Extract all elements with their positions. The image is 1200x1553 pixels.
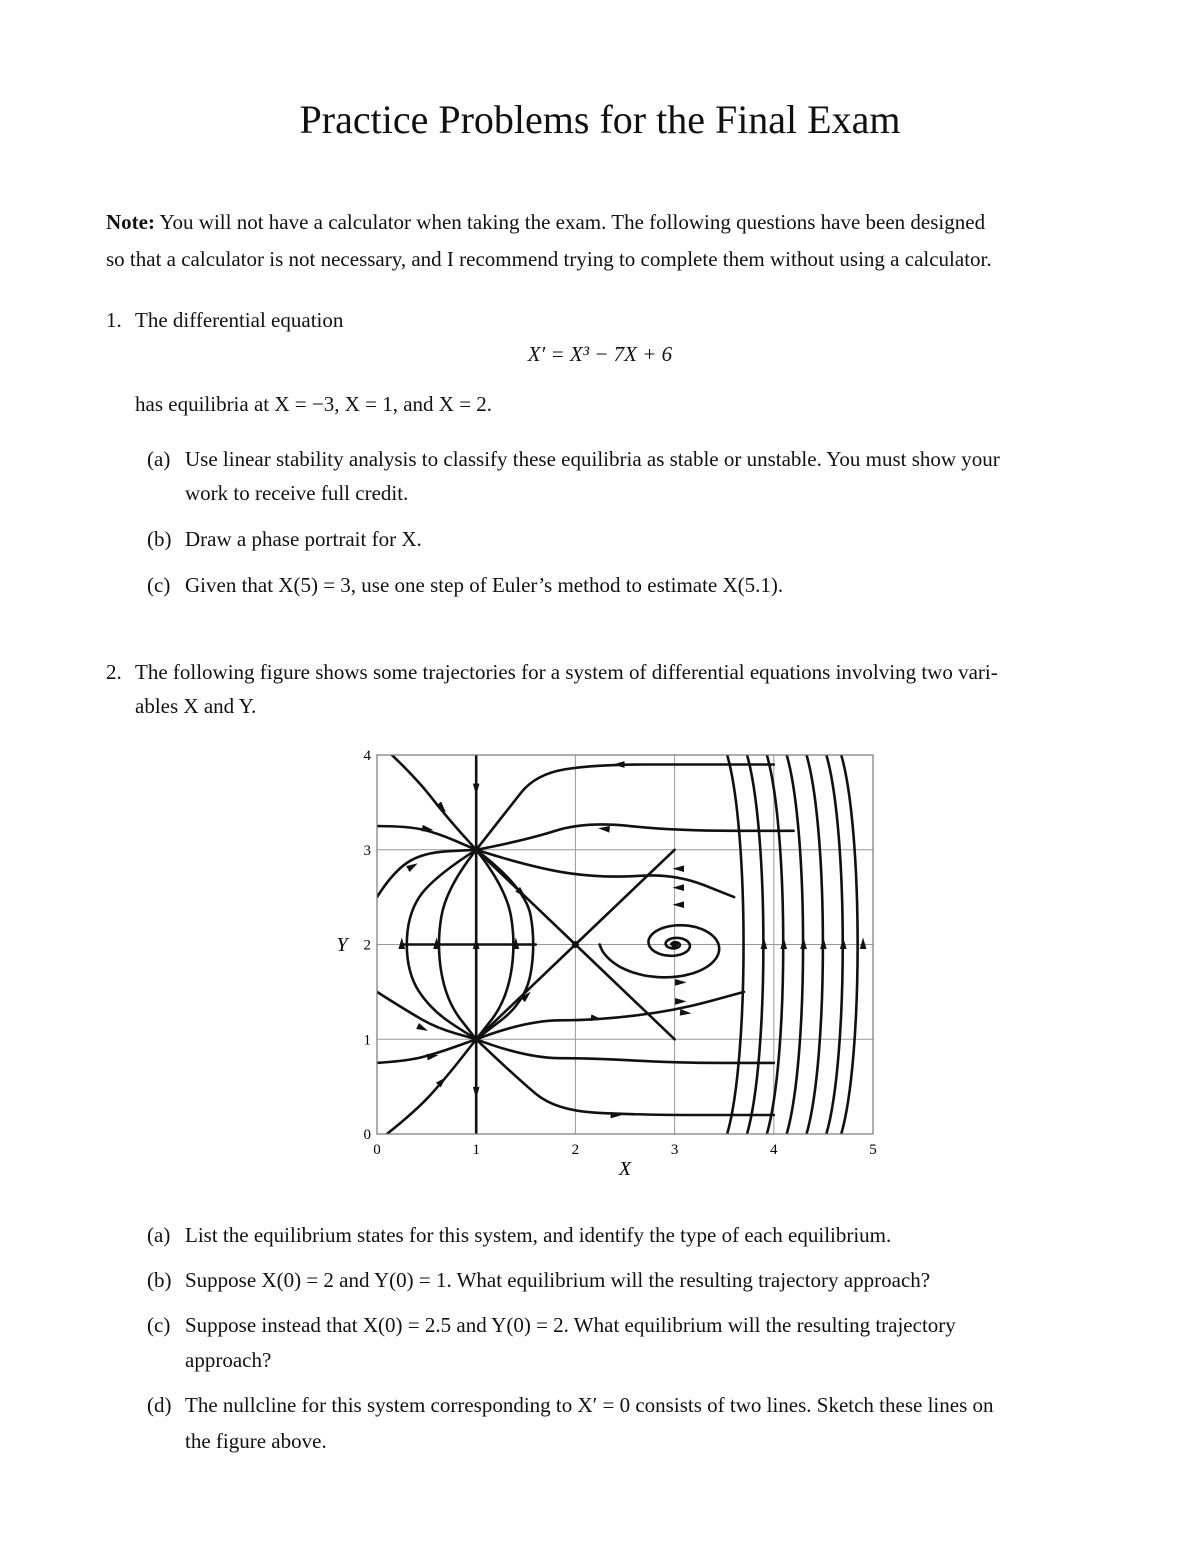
q2-text-2: ables X and Y. (135, 694, 257, 718)
y-tick-label: 2 (363, 937, 371, 954)
trajectory-arrow (680, 1009, 692, 1016)
q2d-label: (d) (147, 1393, 172, 1417)
trajectory-line (377, 850, 476, 897)
trajectory-arrow (427, 1054, 439, 1061)
trajectory-arrow (820, 938, 827, 949)
q1a-text-1: Use linear stability analysis to classify these equilibria as stable or unstable. You must show your (185, 447, 1000, 471)
q1c-text: Given that X(5) = 3, use one step of Euler’s method to estimate X(5.1). (185, 573, 784, 597)
x-tick-label: 3 (670, 1142, 679, 1158)
x-tick-label: 4 (770, 1142, 778, 1158)
note-label: Note: (106, 210, 155, 234)
spiral-trajectory (600, 925, 720, 977)
trajectory-line (476, 1039, 774, 1063)
trajectory-arrow (780, 938, 787, 949)
y-tick-label: 3 (363, 842, 371, 859)
q2b-label: (b) (147, 1268, 172, 1292)
q2d-text-1: The nullcline for this system corresponding to X′ = 0 consists of two lines. Sketch these lines on (185, 1393, 994, 1417)
trajectory-arrow (422, 825, 434, 832)
q2-text-1: The following figure shows some trajectories for a system of differential equations involving two vari- (135, 660, 998, 684)
x-tick-label: 0 (373, 1142, 381, 1158)
trajectory-line (476, 850, 734, 897)
page-title: Practice Problems for the Final Exam (299, 97, 901, 142)
q2c-text-1: Suppose instead that X(0) = 2.5 and Y(0) = 2. What equilibrium will the resulting trajectory (185, 1313, 956, 1337)
trajectory-arrow (675, 979, 686, 986)
trajectory-arrow (613, 761, 624, 768)
q2c-text-2: approach? (185, 1348, 272, 1372)
trajectory-arrow (416, 1023, 428, 1031)
q2b-text: Suppose X(0) = 2 and Y(0) = 1. What equilibrium will the resulting trajectory approach? (185, 1268, 931, 1292)
x-tick-label: 1 (472, 1142, 480, 1158)
q1a-text-2: work to receive full credit. (185, 481, 409, 505)
trajectory-line (476, 992, 744, 1039)
q1-number: 1. (106, 308, 122, 332)
trajectory-arrow (860, 938, 867, 949)
trajectory-arrow (598, 826, 610, 833)
y-tick-label: 0 (363, 1127, 371, 1143)
q2c-label: (c) (147, 1313, 171, 1337)
trajectory-line (377, 992, 476, 1039)
equilibrium-point (473, 846, 480, 853)
q1-equilibria: has equilibria at X = −3, X = 1, and X = 2. (135, 392, 493, 416)
q1-equation: X′ = X³ − 7X + 6 (527, 342, 673, 366)
q2d-text-2: the figure above. (185, 1429, 327, 1453)
trajectory-arrow (473, 784, 480, 795)
note-line-2: so that a calculator is not necessary, and I recommend trying to complete them without using a calculator. (106, 247, 992, 271)
trajectory-arrow (473, 1087, 480, 1098)
trajectory-line (476, 824, 793, 849)
equilibrium-point (572, 941, 579, 948)
trajectory-arrow (406, 863, 418, 872)
q1-intro: The differential equation (135, 308, 344, 332)
equilibrium-point (671, 941, 678, 948)
x-axis-label: X (618, 1158, 632, 1180)
x-tick-label: 2 (571, 1142, 580, 1158)
q2a-text: List the equilibrium states for this system, and identify the type of each equilibrium. (185, 1223, 892, 1247)
q1b-label: (b) (147, 527, 172, 551)
trajectory-line (476, 765, 774, 850)
y-tick-label: 4 (363, 748, 371, 764)
q1c-label: (c) (147, 573, 171, 597)
q1b-text: Draw a phase portrait for X. (185, 527, 422, 551)
x-tick-label: 5 (869, 1142, 877, 1158)
y-tick-label: 1 (363, 1032, 371, 1049)
q1a-label: (a) (147, 447, 171, 471)
trajectory-line (476, 1039, 774, 1115)
trajectory-arrow (840, 938, 847, 949)
trajectory-arrow (800, 938, 807, 949)
trajectory-line (392, 755, 476, 850)
y-axis-label: Y (336, 934, 348, 956)
trajectory-arrow (761, 938, 768, 949)
q2-number: 2. (106, 660, 122, 684)
trajectory-line (575, 945, 674, 1040)
q2a-label: (a) (147, 1223, 171, 1247)
note-text-1: You will not have a calculator when taking the exam. The following questions have been designed (159, 210, 986, 234)
trajectory-arrow (675, 998, 686, 1005)
equilibrium-point (473, 1036, 480, 1043)
